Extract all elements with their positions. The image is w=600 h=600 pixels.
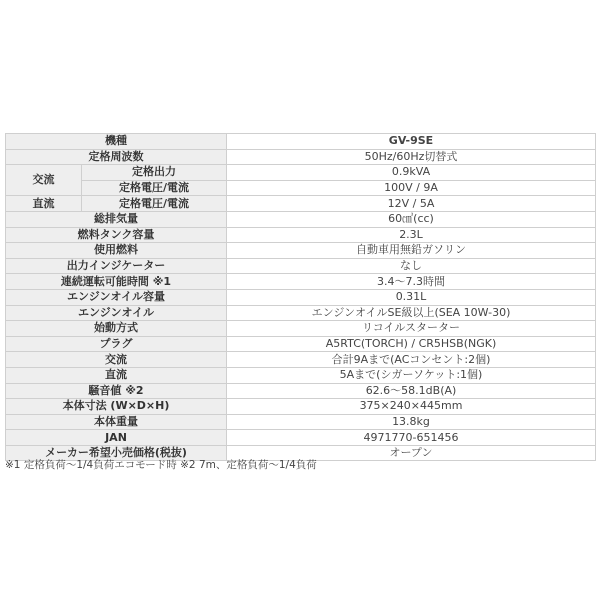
table-row xyxy=(6,414,596,430)
row-value: 4971770-651456 xyxy=(227,430,596,446)
row-label: 定格電圧/電流 xyxy=(82,180,227,196)
row-label: プラグ xyxy=(6,336,227,352)
row-value: リコイルスターター xyxy=(227,321,596,337)
row-value: なし xyxy=(227,258,596,274)
row-label: 本体寸法 (W×D×H) xyxy=(6,399,227,415)
row-label: 定格出力 xyxy=(82,165,227,181)
table-row xyxy=(6,399,596,415)
table-row xyxy=(6,289,596,305)
table-row xyxy=(6,149,596,165)
row-value: 3.4〜7.3時間 xyxy=(227,274,596,290)
row-label: 出力インジケーター xyxy=(6,258,227,274)
ac-group-label: 交流 xyxy=(6,165,82,196)
row-value: 13.8kg xyxy=(227,414,596,430)
row-value: 0.31L xyxy=(227,289,596,305)
row-label: 使用燃料 xyxy=(6,243,227,259)
table-row xyxy=(6,352,596,368)
table-row xyxy=(6,321,596,337)
row-label: エンジンオイル容量 xyxy=(6,289,227,305)
table-row xyxy=(6,305,596,321)
table-row xyxy=(6,367,596,383)
table-row xyxy=(6,243,596,259)
table-row xyxy=(6,258,596,274)
header-label: 機種 xyxy=(6,134,227,150)
row-value: 合計9Aまで(ACコンセント:2個) xyxy=(227,352,596,368)
table-row xyxy=(6,211,596,227)
row-value: 12V / 5A xyxy=(227,196,596,212)
row-label: 定格電圧/電流 xyxy=(82,196,227,212)
table-header-row xyxy=(6,134,596,150)
table-row xyxy=(6,430,596,446)
table-row xyxy=(6,227,596,243)
row-value: 375×240×445mm xyxy=(227,399,596,415)
table-row xyxy=(6,383,596,399)
table-row xyxy=(6,180,596,196)
row-value: 5Aまで(シガーソケット:1個) xyxy=(227,367,596,383)
row-label: エンジンオイル xyxy=(6,305,227,321)
table-row xyxy=(6,336,596,352)
row-label: 定格周波数 xyxy=(6,149,227,165)
row-label: JAN xyxy=(6,430,227,446)
row-label: 連続運転可能時間 ※1 xyxy=(6,274,227,290)
row-label: 騒音値 ※2 xyxy=(6,383,227,399)
row-value: 100V / 9A xyxy=(227,180,596,196)
table-row xyxy=(6,165,596,181)
footnote: ※1 定格負荷〜1/4負荷エコモード時 ※2 7m、定格負荷〜1/4負荷 xyxy=(5,459,317,471)
row-label: メーカー希望小売価格(税抜) xyxy=(6,445,227,461)
row-value: 自動車用無鉛ガソリン xyxy=(227,243,596,259)
table-row xyxy=(6,196,596,212)
dc-group-label: 直流 xyxy=(6,196,82,212)
row-label: 交流 xyxy=(6,352,227,368)
row-value: 2.3L xyxy=(227,227,596,243)
row-label: 始動方式 xyxy=(6,321,227,337)
header-model: GV-9SE xyxy=(227,134,596,150)
row-value: 62.6〜58.1dB(A) xyxy=(227,383,596,399)
row-value: 0.9kVA xyxy=(227,165,596,181)
row-label: 総排気量 xyxy=(6,211,227,227)
row-value: オープン xyxy=(227,445,596,461)
row-label: 直流 xyxy=(6,367,227,383)
spec-table xyxy=(5,133,596,461)
table-row xyxy=(6,274,596,290)
row-label: 本体重量 xyxy=(6,414,227,430)
row-value: 60㎤(cc) xyxy=(227,211,596,227)
row-value: A5RTC(TORCH) / CR5HSB(NGK) xyxy=(227,336,596,352)
row-label: 燃料タンク容量 xyxy=(6,227,227,243)
row-value: エンジンオイルSE級以上(SEA 10W-30) xyxy=(227,305,596,321)
row-value: 50Hz/60Hz切替式 xyxy=(227,149,596,165)
